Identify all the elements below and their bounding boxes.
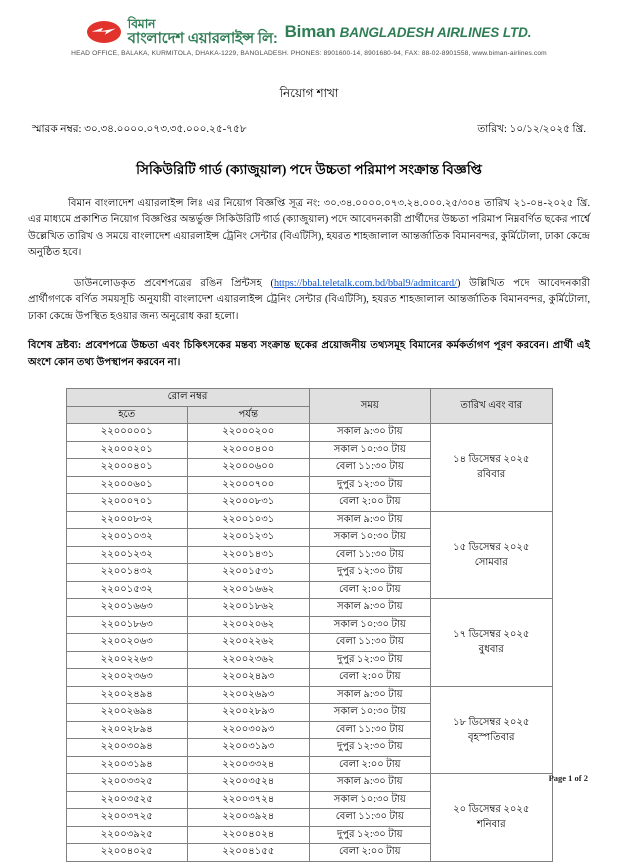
cell-roll-from: ২২০০০৮৩২	[66, 511, 188, 529]
memo-date: তারিখ: ১০/১২/২০২৫ খ্রি.	[477, 123, 586, 135]
cell-roll-from: ২২০০০৬০১	[66, 476, 188, 494]
table-row	[66, 424, 552, 442]
brand-english-primary: Biman	[284, 21, 336, 41]
cell-time: বেলা ১১:৩০ টায়	[309, 721, 431, 739]
cell-time: বেলা ২:০০ টায়	[309, 581, 431, 599]
cell-roll-from: ২২০০৩৫২৫	[66, 791, 188, 809]
cell-time: সকাল ১০:৩০ টায়	[309, 704, 431, 722]
paragraph-intro: বিমান বাংলাদেশ এয়ারলাইন্স লিঃ এর নিয়োগ বিজ্ঞপ্তি সূত্র নং: ৩০.৩৪.০০০০.০৭৩.২৪.০০০.২৫/৩০৪ তারিখ ২১-০৪-২০২৫ খ্রি. এর মাধ্যমে প্রকাশিত নিয়োগ বিজ্ঞপ্তির অন্তর্ভুক্ত সিকিউরিটি গার্ড (ক্যাজুয়াল) পদে আবেদনকারী প্রার্থীদের উচ্চতা পরিমাপ নিম্নবর্ণিত ছকের পার্শ্বে উল্লেখিত তারিখ ও সময়ে বাংলাদেশ এয়ারলাইন্স ট্রেনিং সেন্টার (বিএটিসি), হযরত শাহজালাল আন্তর্জাতিক বিমানবন্দর, কুর্মিটোলা, ঢাকা কেন্দ্রে অনুষ্ঠিত হবে।	[28, 197, 590, 259]
cell-roll-from: ২২০০২২৬৩	[66, 651, 188, 669]
cell-day: শনিবার	[476, 819, 506, 831]
cell-roll-to: ২২০০০৭০০	[188, 476, 310, 494]
schedule-table-body	[66, 424, 552, 862]
header-time: সময়	[309, 389, 431, 424]
table-row	[66, 686, 552, 704]
brand-name-english	[285, 22, 532, 42]
cell-roll-to: ২২০০১২৩১	[188, 529, 310, 547]
special-note: বিশেষ দ্রষ্টব্য: প্রবেশপত্রে উচ্চতা এবং চিকিৎসকের মন্তব্য সংক্রান্ত ছকের প্রয়োজনীয় তথ্যসমূহ বিমানের কর্মকর্তাগণ পূরণ করবেন। প্রার্থী এই অংশে কোন তথ্য উপস্থাপন করবেন না।	[28, 340, 590, 368]
schedule-table-head	[66, 389, 552, 424]
cell-roll-to: ২২০০৩১৯৩	[188, 739, 310, 757]
cell-time: দুপুর ১২:৩০ টায়	[309, 651, 431, 669]
cell-roll-from: ২২০০১৮৬৩	[66, 616, 188, 634]
cell-roll-to: ২২০০২০৬২	[188, 616, 310, 634]
cell-time: বেলা ১১:৩০ টায়	[309, 546, 431, 564]
cell-roll-from: ২২০০২০৬৩	[66, 634, 188, 652]
cell-roll-to: ২২০০২৬৯৩	[188, 686, 310, 704]
cell-day: বৃহস্পতিবার	[467, 731, 515, 743]
table-row	[66, 511, 552, 529]
cell-time: সকাল ৯:৩০ টায়	[309, 599, 431, 617]
cell-time: বেলা ২:০০ টায়	[309, 844, 431, 862]
cell-time: বেলা ১১:৩০ টায়	[309, 809, 431, 827]
brand-bangla-line1: বিমান	[127, 17, 156, 31]
cell-roll-to: ২২০০০২০০	[188, 424, 310, 442]
cell-roll-from: ২২০০২৮৯৪	[66, 721, 188, 739]
page-title: সিকিউরিটি গার্ড (ক্যাজুয়াল) পদে উচ্চতা পরিমাপ সংক্রান্ত বিজ্ঞপ্তি	[136, 161, 482, 177]
cell-date-and-day	[431, 511, 553, 599]
cell-date-and-day	[431, 599, 553, 687]
cell-roll-from: ২২০০০৪০১	[66, 459, 188, 477]
cell-roll-to: ২২০০৩৫২৪	[188, 774, 310, 792]
cell-time: সকাল ১০:৩০ টায়	[309, 441, 431, 459]
cell-roll-to: ২২০০৩৭২৪	[188, 791, 310, 809]
cell-roll-from: ২২০০১৪৩২	[66, 564, 188, 582]
brand-english-secondary: BANGLADESH AIRLINES LTD.	[339, 24, 532, 40]
cell-roll-from: ২২০০৩৯২৫	[66, 826, 188, 844]
cell-time: বেলা ২:০০ টায়	[309, 494, 431, 512]
letterhead-brand-row	[28, 18, 590, 46]
admitcard-link[interactable]: https://bbal.teletalk.com.bd/bbal9/admitcard/	[273, 277, 457, 289]
cell-roll-from: ২২০০১৫৩২	[66, 581, 188, 599]
cell-date: ১৫ ডিসেম্বর ২০২৫	[453, 541, 530, 553]
biman-stork-logo-icon	[87, 21, 121, 43]
cell-time: সকাল ৯:৩০ টায়	[309, 511, 431, 529]
cell-time: সকাল ৯:৩০ টায়	[309, 774, 431, 792]
cell-roll-to: ২২০০০৬০০	[188, 459, 310, 477]
cell-date-and-day	[431, 686, 553, 774]
document-body	[0, 196, 618, 372]
cell-time: সকাল ৯:৩০ টায়	[309, 424, 431, 442]
cell-roll-from: ২২০০০২০১	[66, 441, 188, 459]
cell-time: বেলা ১১:৩০ টায়	[309, 459, 431, 477]
letterhead-address: HEAD OFFICE, BALAKA, KURMITOLA, DHAKA-1229, BANGLADESH. PHONES: 8901600-14, 8901680-94, FAX: 88-02-8901558, www.biman-airlines.com	[71, 49, 547, 57]
cell-roll-to: ২২০০১০৩১	[188, 511, 310, 529]
schedule-table	[66, 388, 553, 862]
header-roll-to: পর্যন্ত	[188, 406, 310, 424]
cell-time: দুপুর ১২:৩০ টায়	[309, 739, 431, 757]
table-header-row-1	[66, 389, 552, 407]
cell-time: বেলা ১১:৩০ টায়	[309, 634, 431, 652]
cell-roll-to: ২২০০২৪৯৩	[188, 669, 310, 687]
brand-name-bangla	[128, 18, 278, 46]
cell-date: ১৮ ডিসেম্বর ২০২৫	[453, 716, 530, 728]
cell-roll-from: ২২০০১২৩২	[66, 546, 188, 564]
header-roll-number-group: রোল নম্বর	[66, 389, 309, 407]
cell-time: সকাল ১০:৩০ টায়	[309, 791, 431, 809]
header-date-and-day: তারিখ এবং বার	[431, 389, 553, 424]
cell-roll-from: ২২০০৩৩২৫	[66, 774, 188, 792]
cell-roll-from: ২২০০৩০৯৪	[66, 739, 188, 757]
cell-roll-from: ২২০০২৩৬৩	[66, 669, 188, 687]
cell-roll-to: ২২০০২৩৬২	[188, 651, 310, 669]
header-roll-from: হতে	[66, 406, 188, 424]
cell-date: ১৭ ডিসেম্বর ২০২৫	[453, 629, 530, 641]
memo-number: স্মারক নম্বর: ৩০.৩৪.০০০০.০৭৩.৩৫.০০০.২৫-৭৫৮	[32, 123, 247, 135]
cell-time: বেলা ২:০০ টায়	[309, 669, 431, 687]
memo-line	[0, 122, 618, 139]
cell-roll-to: ২২০০১৪৩১	[188, 546, 310, 564]
cell-time: বেলা ২:০০ টায়	[309, 756, 431, 774]
cell-roll-to: ২২০০৪০২৪	[188, 826, 310, 844]
table-row	[66, 774, 552, 792]
brand-bangla-line2: বাংলাদেশ এয়ারলাইন্স লি:	[127, 29, 278, 47]
cell-roll-from: ২২০০৪০২৫	[66, 844, 188, 862]
cell-day: রবিবার	[477, 469, 506, 481]
cell-time: দুপুর ১২:৩০ টায়	[309, 564, 431, 582]
cell-date: ২০ ডিসেম্বর ২০২৫	[453, 804, 530, 816]
cell-roll-to: ২২০০৩৩২৪	[188, 756, 310, 774]
cell-time: সকাল ১০:৩০ টায়	[309, 616, 431, 634]
cell-roll-to: ২২০০৪১৫৫	[188, 844, 310, 862]
cell-roll-from: ২২০০৩৭২৫	[66, 809, 188, 827]
cell-roll-to: ২২০০৩৯২৪	[188, 809, 310, 827]
page-footer: Page 1 of 2	[548, 773, 588, 783]
letterhead	[0, 0, 618, 63]
cell-roll-to: ২২০০১৮৬২	[188, 599, 310, 617]
cell-roll-from: ২২০০০৭০১	[66, 494, 188, 512]
cell-roll-to: ২২০০৩০৯৩	[188, 721, 310, 739]
cell-roll-to: ২২০০২৮৯৩	[188, 704, 310, 722]
cell-roll-from: ২২০০৩১৯৪	[66, 756, 188, 774]
cell-roll-from: ২২০০০০০১	[66, 424, 188, 442]
cell-roll-from: ২২০০১০৩২	[66, 529, 188, 547]
cell-time: সকাল ১০:৩০ টায়	[309, 529, 431, 547]
cell-time: সকাল ৯:৩০ টায়	[309, 686, 431, 704]
cell-day: সোমবার	[474, 556, 508, 568]
section-title: নিয়োগ শাখা	[279, 85, 339, 100]
cell-roll-to: ২২০০১৬৬২	[188, 581, 310, 599]
cell-roll-to: ২২০০২২৬২	[188, 634, 310, 652]
cell-roll-to: ২২০০০৪০০	[188, 441, 310, 459]
cell-date: ১৪ ডিসেম্বর ২০২৫	[453, 454, 530, 466]
cell-roll-from: ২২০০২৬৯৪	[66, 704, 188, 722]
cell-roll-to: ২২০০১৫৩১	[188, 564, 310, 582]
cell-time: দুপুর ১২:৩০ টায়	[309, 826, 431, 844]
paragraph-admitcard	[28, 276, 590, 326]
cell-date-and-day	[431, 424, 553, 512]
paragraph-admitcard-before: ডাউনলোডকৃত প্রবেশপত্রের রঙিন প্রিন্টসহ (	[74, 277, 274, 289]
cell-date-and-day	[431, 774, 553, 862]
cell-day: বুধবার	[478, 644, 504, 656]
cell-time: দুপুর ১২:৩০ টায়	[309, 476, 431, 494]
table-row	[66, 599, 552, 617]
cell-roll-from: ২২০০২৪৯৪	[66, 686, 188, 704]
paragraph-admitcard-after: ) উল্লিখিত পদে আবেদনকারী প্রার্থীগণকে বর্ণিত সময়সূচি অনুযায়ী বাংলাদেশ এয়ারলাইন্স ট্রেনিং সেন্টার (বিএটিসি), হযরত শাহজালাল আন্তর্জাতিক বিমানবন্দর, কুর্মিটোলা, ঢাকা কেন্দ্রে উপস্থিত হওয়ার জন্য অনুরোধ করা হলো।	[28, 277, 590, 322]
cell-roll-to: ২২০০০৮৩১	[188, 494, 310, 512]
cell-roll-from: ২২০০১৬৬৩	[66, 599, 188, 617]
